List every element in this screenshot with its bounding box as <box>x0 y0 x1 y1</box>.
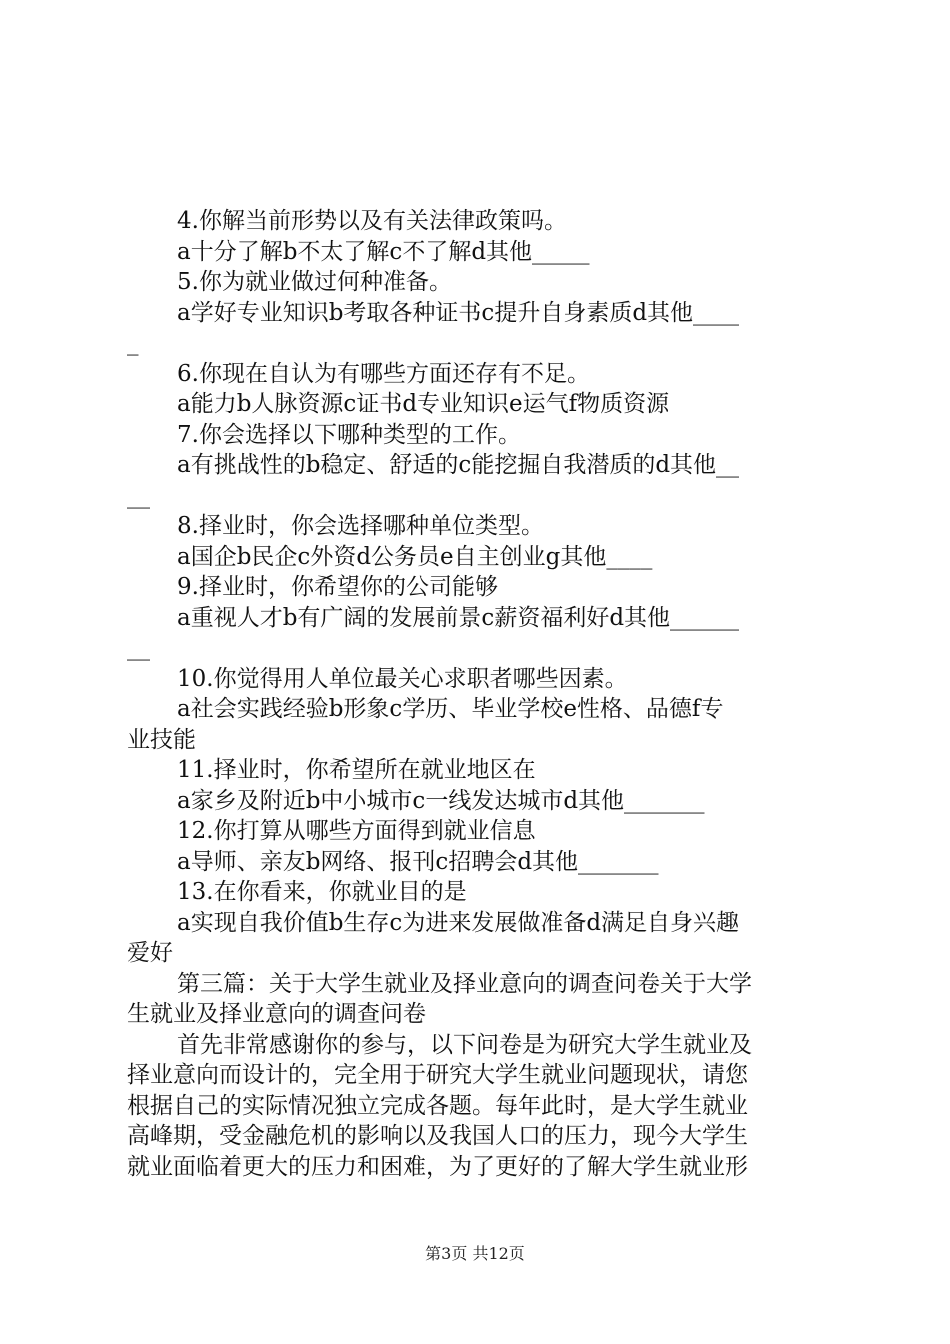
options-12: a导师、亲友b网络、报刊c招聘会d其他_______ <box>177 848 659 875</box>
options-13-continued: 爱好 <box>127 940 173 966</box>
section-three-heading: 第三篇：关于大学生就业及择业意向的调查问卷关于大学 <box>177 970 752 997</box>
options-10-continued: 业技能 <box>127 726 196 753</box>
question-7: 7.你会选择以下哪种类型的工作。 <box>177 421 521 448</box>
options-7-continued: __ <box>127 482 150 509</box>
options-6: a能力b人脉资源c证书d专业知识e运气f物质资源 <box>177 391 670 417</box>
section-three-heading-continued: 生就业及择业意向的调查问卷 <box>127 1001 426 1027</box>
question-4: 4.你解当前形势以及有关法律政策吗。 <box>177 208 567 234</box>
intro-paragraph-line-5: 就业面临着更大的压力和困难，为了更好的了解大学生就业形 <box>127 1153 748 1180</box>
question-13: 13.在你看来，你就业目的是 <box>177 879 467 905</box>
options-4: a十分了解b不太了解c不了解d其他_____ <box>177 238 590 265</box>
options-5: a学好专业知识b考取各种证书c提升自身素质d其他____ <box>177 299 740 326</box>
intro-paragraph-line-4: 高峰期，受金融危机的影响以及我国人口的压力，现今大学生 <box>127 1123 748 1149</box>
question-8: 8.择业时，你会选择哪种单位类型。 <box>177 513 544 539</box>
intro-paragraph-line-1: 首先非常感谢你的参与，以下问卷是为研究大学生就业及 <box>177 1031 752 1058</box>
options-5-continued: _ <box>127 330 139 356</box>
question-12: 12.你打算从哪些方面得到就业信息 <box>177 818 536 844</box>
options-8: a国企b民企c外资d公务员e自主创业g其他____ <box>177 543 653 570</box>
page-number-footer: 第3页 共12页 <box>425 1244 525 1263</box>
document-body <box>127 206 833 1182</box>
question-11: 11.择业时，你希望所在就业地区在 <box>177 757 536 783</box>
question-6: 6.你现在自认为有哪些方面还存有不足。 <box>177 360 590 387</box>
options-13: a实现自我价值b生存c为进来发展做准备d满足自身兴趣 <box>177 909 740 936</box>
question-9: 9.择业时，你希望你的公司能够 <box>177 574 498 600</box>
options-7: a有挑战性的b稳定、舒适的c能挖掘自我潜质的d其他__ <box>177 452 740 478</box>
options-9-continued: __ <box>127 635 150 661</box>
intro-paragraph-line-2: 择业意向而设计的，完全用于研究大学生就业问题现状，请您 <box>127 1062 748 1088</box>
options-10: a社会实践经验b形象c学历、毕业学校e性格、品德f专 <box>177 696 724 722</box>
options-11: a家乡及附近b中小城市c一线发达城市d其他_______ <box>177 787 705 814</box>
options-9: a重视人才b有广阔的发展前景c薪资福利好d其他______ <box>177 604 740 631</box>
question-5: 5.你为就业做过何种准备。 <box>177 269 452 295</box>
question-10: 10.你觉得用人单位最关心求职者哪些因素。 <box>177 665 628 692</box>
intro-paragraph-line-3: 根据自己的实际情况独立完成各题。每年此时，是大学生就业 <box>127 1092 748 1119</box>
